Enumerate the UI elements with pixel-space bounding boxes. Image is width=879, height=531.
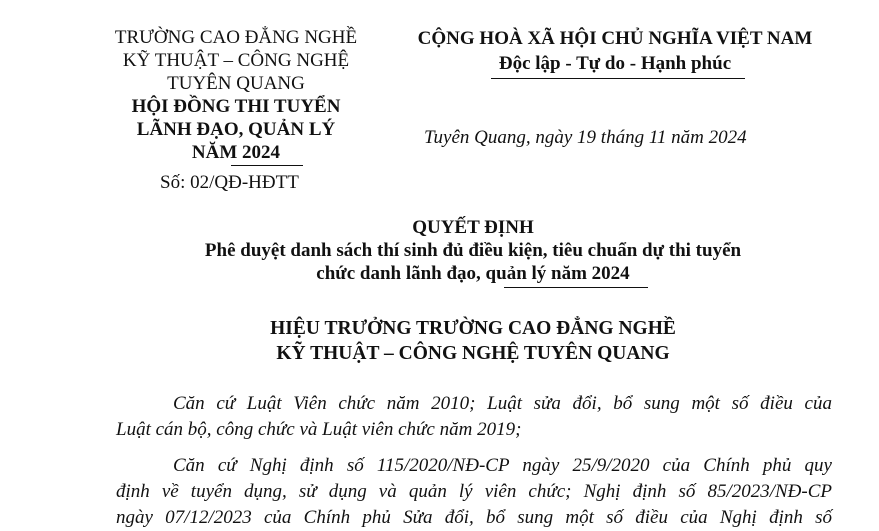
authority-line2: KỸ THUẬT – CÔNG NGHỆ TUYÊN QUANG: [276, 343, 670, 364]
decision-title-block: [100, 216, 846, 288]
issuer-divider: [231, 165, 303, 166]
issuer-school-line2: KỸ THUẬT – CÔNG NGHỆ: [122, 50, 350, 71]
decision-title: QUYẾT ĐỊNH: [412, 217, 534, 238]
decision-subject-line2: chức danh lãnh đạo, quản lý năm 2024: [316, 263, 630, 284]
issuer-school-line3: TUYÊN QUANG: [167, 73, 305, 94]
authority-line1: HIỆU TRƯỞNG TRƯỜNG CAO ĐẲNG NGHỀ: [270, 318, 676, 339]
legal-basis-paragraph: [116, 453, 832, 531]
issuer-school-line1: TRƯỜNG CAO ĐẲNG NGHỀ: [114, 27, 358, 48]
national-title: CỘNG HOÀ XÃ HỘI CHỦ NGHĨA VIỆT NAM: [417, 28, 813, 49]
decision-subject-line1: Phê duyệt danh sách thí sinh đủ điều kiện, tiêu chuẩn dự thi tuyển: [204, 240, 742, 261]
national-header: [395, 26, 835, 79]
council-name-line3: NĂM 2024: [191, 142, 281, 163]
paragraph-line: định về tuyển dụng, sử dụng và quản lý viên chức; Nghị định số 85/2023/NĐ-CP: [116, 481, 832, 502]
paragraph-line: Luật cán bộ, công chức và Luật viên chức năm 2019;: [116, 419, 522, 440]
legal-basis-paragraph: [116, 391, 832, 443]
issue-place-date: Tuyên Quang, ngày 19 tháng 11 năm 2024: [424, 127, 747, 148]
motto-underline: [491, 78, 745, 79]
paragraph-line: Căn cứ Luật Viên chức năm 2010; Luật sửa đổi, bổ sung một số điều của: [173, 393, 832, 414]
document-number: Số: 02/QĐ-HĐTT: [160, 172, 299, 193]
council-name-line2: LÃNH ĐẠO, QUẢN LÝ: [136, 119, 336, 140]
issuing-authority: [100, 316, 846, 366]
council-name-line1: HỘI ĐỒNG THI TUYỂN: [131, 96, 341, 117]
paragraph-line: Căn cứ Nghị định số 115/2020/NĐ-CP ngày 25/9/2020 của Chính phủ quy: [173, 455, 832, 476]
paragraph-line: ngày 07/12/2023 của Chính phủ Sửa đổi, bổ sung một số điều của Nghị định số: [116, 507, 832, 528]
issuer-header: [96, 26, 376, 166]
national-motto: Độc lập - Tự do - Hạnh phúc: [498, 53, 732, 74]
subject-underline: [504, 287, 648, 288]
